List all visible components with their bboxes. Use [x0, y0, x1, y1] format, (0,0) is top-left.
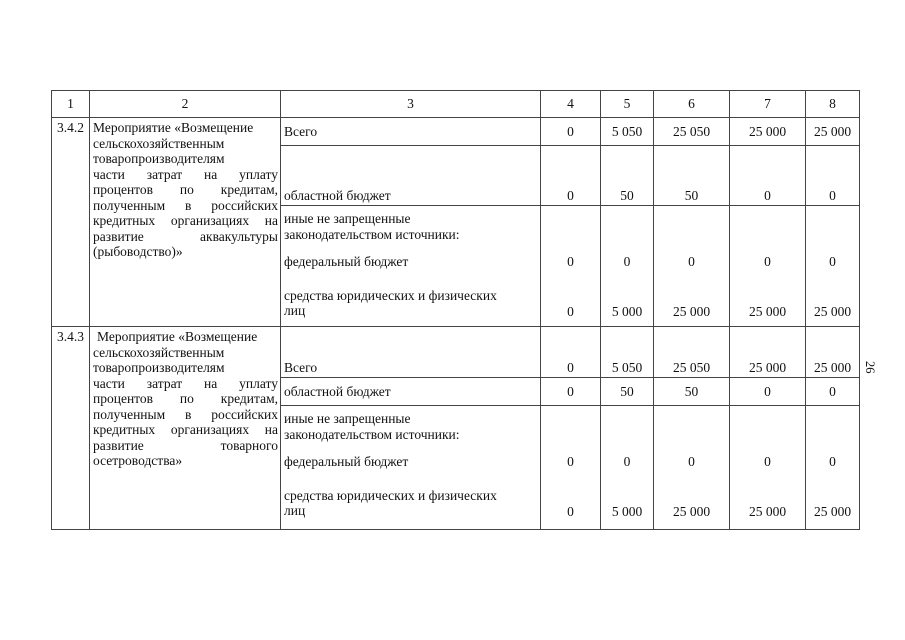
event-line: части затрат на уплату [93, 375, 278, 391]
legal-value: 5 000 [611, 303, 643, 319]
value-cell: 0 [541, 118, 601, 146]
event-line: кредитных организациях на [93, 213, 278, 228]
other-sources-label: законодательством источники: [284, 226, 460, 242]
federal-value: 0 [688, 254, 695, 269]
header-cell-3: 3 [281, 91, 541, 118]
event-line: процентов по кредитам, [93, 391, 278, 406]
event-line: части затрат на уплату [93, 166, 278, 182]
value-cell [654, 406, 730, 530]
value-cell [806, 406, 860, 530]
value-cell: 0 [541, 378, 601, 406]
federal-label: федеральный бюджет [284, 254, 409, 269]
event-line: товаропроизводителям [93, 360, 225, 375]
event-line: полученным в российских [93, 197, 278, 213]
other-sources-cell [281, 206, 541, 327]
event-description [90, 327, 281, 530]
event-code: 3.4.3 [52, 327, 90, 530]
header-cell-4: 4 [541, 91, 601, 118]
federal-value: 0 [829, 254, 836, 269]
spacer [284, 442, 537, 454]
table-row [52, 118, 860, 146]
value-cell: 50 [601, 146, 654, 206]
legal-value: 25 000 [672, 503, 711, 519]
value-cell: 50 [601, 378, 654, 406]
spacer [284, 270, 537, 288]
regional-label: областной бюджет [281, 378, 541, 406]
value-cell: 0 [541, 146, 601, 206]
value-cell: 0 [730, 378, 806, 406]
other-sources-label: законодательством источники: [284, 426, 460, 442]
header-row [52, 91, 860, 118]
event-line: Мероприятие «Возмещение [97, 329, 258, 344]
value-cell [541, 206, 601, 327]
regional-label: областной бюджет [281, 146, 541, 206]
event-line: сельскохозяйственным [93, 135, 225, 151]
event-line: сельскохозяйственным [93, 344, 225, 360]
header-cell-2: 2 [90, 91, 281, 118]
value-cell: 50 [654, 378, 730, 406]
event-code: 3.4.2 [52, 118, 90, 327]
legal-label: лиц [284, 303, 306, 318]
legal-label: средства юридических и физических [284, 487, 497, 503]
event-line: осетроводства» [93, 453, 183, 468]
value-cell: 50 [654, 146, 730, 206]
page-number: 26 [863, 361, 877, 374]
event-line: развитие аквакультуры [93, 228, 278, 244]
value-cell [730, 406, 806, 530]
event-line: процентов по кредитам, [93, 182, 278, 197]
legal-value: 5 000 [611, 503, 643, 519]
event-line: Мероприятие «Возмещение [93, 120, 254, 135]
legal-value: 25 000 [748, 303, 787, 319]
value-cell: 5 050 [601, 118, 654, 146]
table-row [52, 327, 860, 378]
header-cell-6: 6 [654, 91, 730, 118]
value-cell: 0 [541, 327, 601, 378]
federal-value: 0 [764, 254, 771, 269]
value-cell: 25 000 [806, 327, 860, 378]
total-label: Всего [281, 118, 541, 146]
value-cell: 0 [806, 146, 860, 206]
value-cell: 0 [806, 378, 860, 406]
legal-value: 25 000 [813, 503, 852, 519]
total-label: Всего [281, 327, 541, 378]
header-cell-8: 8 [806, 91, 860, 118]
legal-label: лиц [284, 503, 306, 518]
header-cell-7: 7 [730, 91, 806, 118]
legal-value: 25 000 [672, 303, 711, 319]
legal-value: 0 [567, 503, 574, 519]
value-cell: 25 050 [654, 118, 730, 146]
header-cell-5: 5 [601, 91, 654, 118]
value-cell [601, 406, 654, 530]
legal-value: 25 000 [813, 303, 852, 319]
value-cell [730, 206, 806, 327]
value-cell: 25 000 [806, 118, 860, 146]
value-cell: 25 000 [730, 118, 806, 146]
value-cell: 25 050 [654, 327, 730, 378]
legal-value: 0 [567, 303, 574, 319]
event-line: товаропроизводителям [93, 151, 225, 166]
header-cell-1: 1 [52, 91, 90, 118]
event-line: (рыбоводство)» [93, 244, 183, 259]
federal-value: 0 [567, 254, 574, 269]
legal-label: средства юридических и физических [284, 287, 497, 303]
federal-value: 0 [567, 454, 574, 469]
event-line: кредитных организациях на [93, 422, 278, 437]
value-cell: 5 050 [601, 327, 654, 378]
federal-label: федеральный бюджет [284, 454, 409, 469]
value-cell [541, 406, 601, 530]
federal-value: 0 [764, 454, 771, 469]
value-cell [654, 206, 730, 327]
other-sources-cell [281, 406, 541, 530]
federal-value: 0 [623, 254, 631, 269]
federal-value: 0 [829, 454, 836, 469]
event-line: развитие товарного [93, 437, 278, 453]
event-description [90, 118, 281, 327]
spacer [284, 470, 537, 488]
value-cell: 0 [730, 146, 806, 206]
other-sources-label: иные не запрещенные [284, 411, 411, 426]
other-sources-label: иные не запрещенные [284, 211, 411, 226]
budget-table [51, 90, 860, 530]
value-cell [806, 206, 860, 327]
spacer [284, 242, 537, 254]
event-line: полученным в российских [93, 406, 278, 422]
federal-value: 0 [623, 454, 631, 469]
value-cell: 25 000 [730, 327, 806, 378]
legal-value: 25 000 [748, 503, 787, 519]
value-cell [601, 206, 654, 327]
federal-value: 0 [688, 454, 695, 469]
